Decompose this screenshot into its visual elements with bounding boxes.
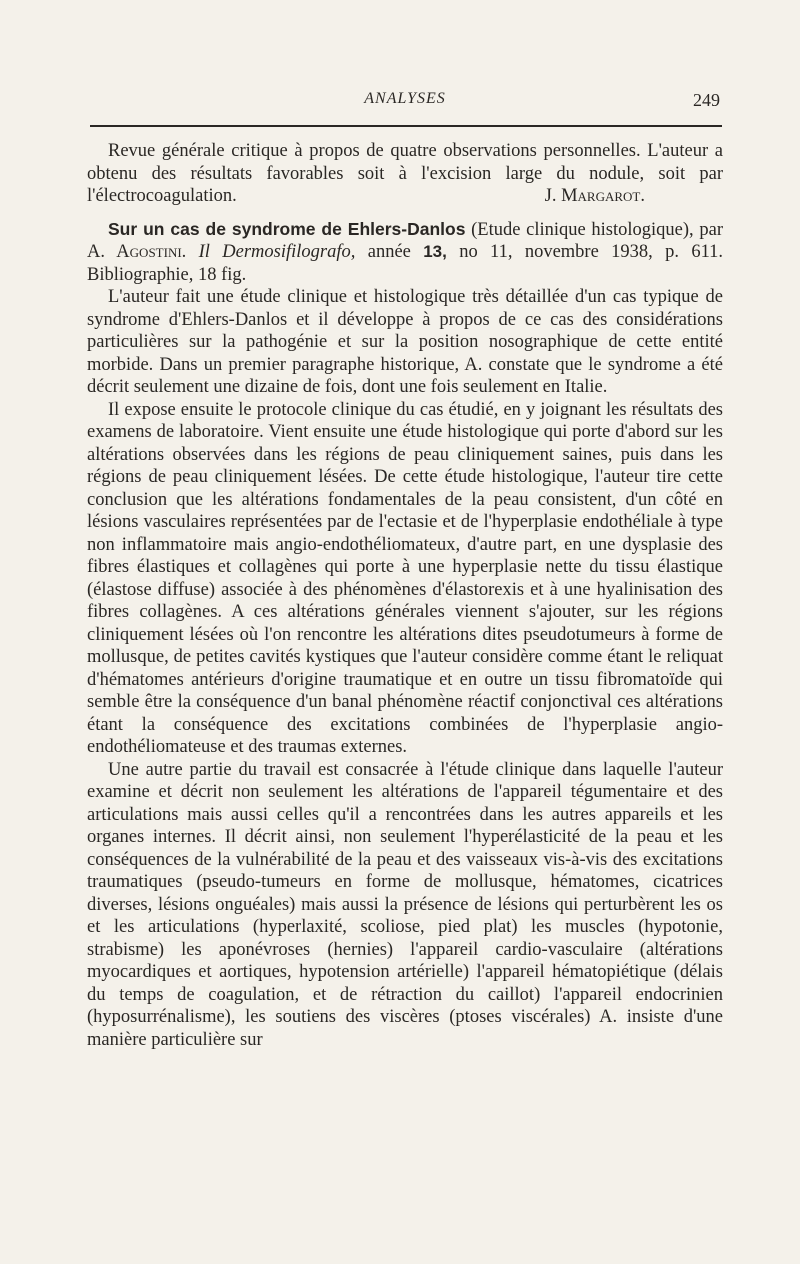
- article-title: Sur un cas de syndrome de Ehlers-Danlos: [108, 218, 466, 239]
- page-number: 249: [693, 90, 720, 110]
- page-header: [90, 90, 720, 114]
- header-rule: [90, 125, 722, 127]
- running-title: ANALYSES: [364, 90, 446, 107]
- article-year-prefix: année: [367, 242, 411, 262]
- page-body: [87, 140, 723, 1051]
- paragraph-2: Il expose ensuite le protocole clinique du cas étudié, en y joignant les résultats des examens de laboratoire. Vient ensuite une étude histologique qui porte d'abord sur les altérations observées dans les régions de peau cliniquement saines, puis dans les régions de peau cliniquement lésées. De cette étude histologique, l'auteur tire cette conclusion que les altérations fondamentales de la peau consistent, d'un côté en lésions vasculaires représentées par de l'ectasie et de l'hyperplasie endothéliale à type non inflammatoire mais angio-endothéliomateux, d'autre part, en une dysplasie des fibres élastiques et collagènes qui porte à une hyperplasie nette du tissu élastique (élastose diffuse) associée à des phénomènes d'élastorexis et à une hyalinisation des fibres collagènes. A ces altérations générales viennent s'ajouter, sur les régions cliniquement lésées où l'on rencontre les altérations dites pseudotumeurs à forme de mollusque, de petites cavités kystiques que l'auteur considère comme étant le reliquat d'hématomes antérieurs d'origine traumatique et en outre un tissu fibromatoïde qui semble être la conséquence d'un banal phénomène réactif conjonctival ces altérations étant la conséquence des excitations combinées de l'hyperplasie angio-endothéliomateuse et des traumas externes.: [87, 399, 723, 757]
- article-subtitle: (Etude clinique histologique), par: [471, 219, 723, 240]
- article-author: A. Agostini.: [87, 242, 187, 262]
- article-volume: 13,: [423, 242, 447, 261]
- article-heading: [87, 218, 723, 287]
- review-text: Revue générale critique à propos de quatre observations personnelles. L'auteur a obtenu des résultats favorables soit à l'excision large du nodule, soit par l'électrocoagulation.: [87, 141, 723, 206]
- article-issue: no 11, novembre 1938, p. 611.: [459, 242, 724, 262]
- review-signature: J. Margarot.: [544, 186, 645, 206]
- paragraph-1: L'auteur fait une étude clinique et histologique très détaillée d'un cas typique de syndrome d'Ehlers-Danlos et il développe à propos de ce cas des considérations particulières sur la pathogénie et sur la position nosographique de cette entité morbide. Dans un premier paragraphe historique, A. constate que le syndrome a été décrit seulement une dizaine de fois, dont une fois seulement en Italie.: [87, 287, 723, 397]
- article-biblio: Bibliographie, 18 fig.: [87, 264, 247, 285]
- article-journal: Il Dermosifilografo,: [198, 242, 356, 262]
- paragraph-3: Une autre partie du travail est consacrée à l'étude clinique dans laquelle l'auteur examine et décrit non seulement les altérations de l'appareil tégumentaire et des articulations mais aussi celles qu'il a rencontrées dans les autres appareils et les organes internes. Il décrit ainsi, non seulement l'hyperélasticité de la peau et les conséquences de la vulnérabilité de la peau et des vaisseaux vis-à-vis des excitations traumatiques (pseudo-tumeurs en forme de mollusque, hématomes, cicatrices diverses, lésions onguéales) mais aussi la présence de lésions qui perturbèrent les os et les articulations (hyperlaxité, scoliose, pied plat) les muscles (hypotonie, strabisme) les aponévroses (hernies) l'appareil cardio-vasculaire (altérations myocardiques et aortiques, hypotension artérielle) l'appareil hématopiétique (délais du temps de coagulation, et de rétraction du caillot) l'appareil endocrinien (hyposurrénalisme), les soutiens des viscères (ptoses viscérales) A. insiste d'une manière particulière sur: [87, 759, 723, 1050]
